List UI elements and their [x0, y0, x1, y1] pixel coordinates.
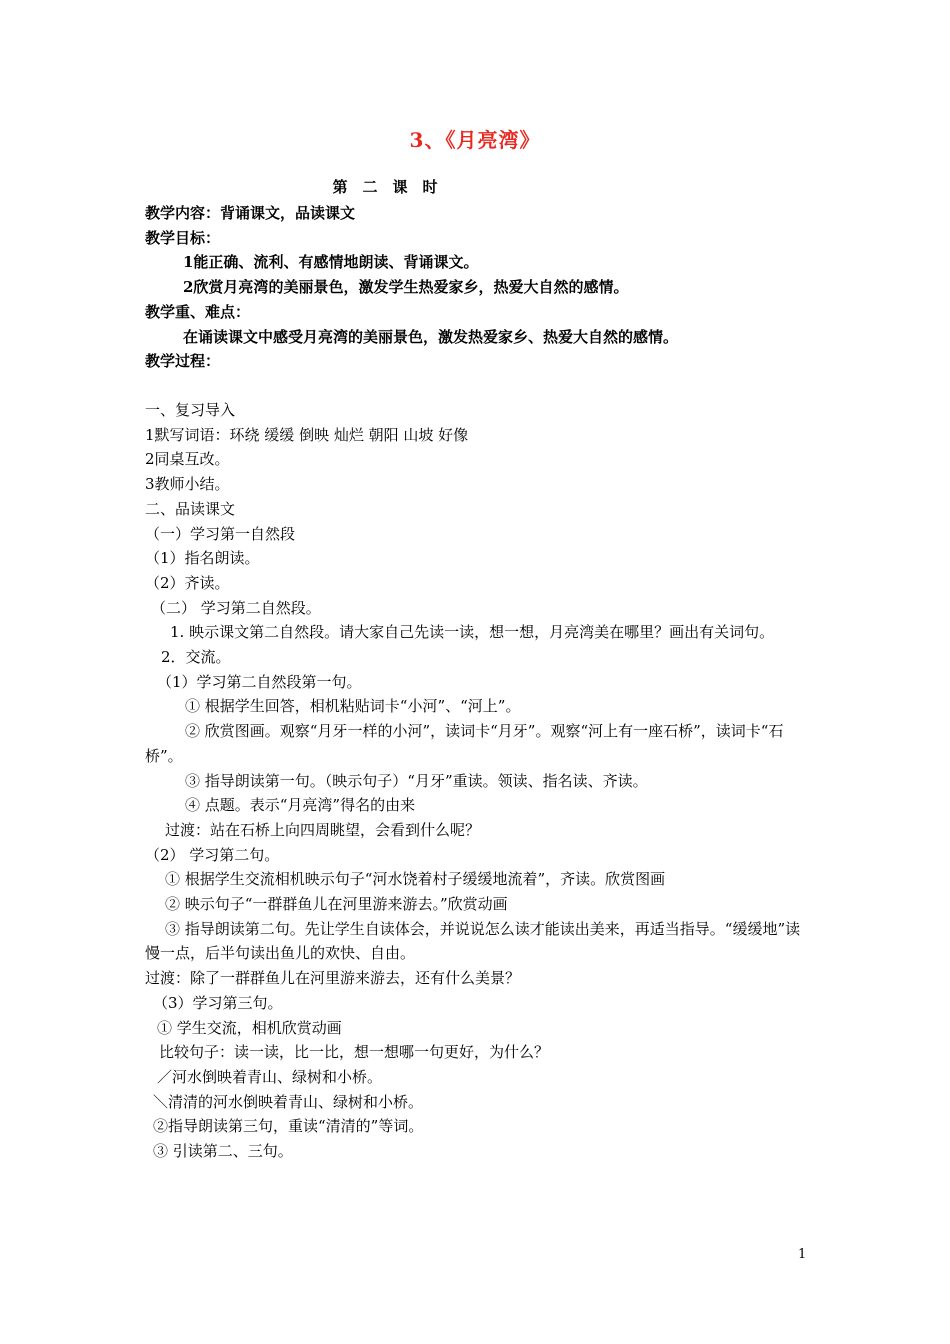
- goal-item-2: 2欣赏月亮湾的美丽景色，激发学生热爱家乡，热爱大自然的感情。: [183, 278, 629, 297]
- sentence-2-heading: （2） 学习第二句。: [145, 845, 280, 864]
- part-1-heading: （一）学习第一自然段: [145, 524, 296, 543]
- teaching-content: 教学内容：背诵课文，品读课文: [145, 204, 356, 222]
- sentence-1-step-4: ④ 点题。表示“月亮湾”得名的由来: [185, 796, 416, 815]
- compare-sentence-a: ／河水倒映着青山、绿树和小桥。: [157, 1067, 383, 1086]
- review-step-2: 2同桌互改。: [145, 450, 230, 469]
- sentence-1-step-2: ② 欣赏图画。观察“月牙一样的小河”，读词卡“月牙”。观察“河上有一座石桥”，读词卡“石桥”。: [145, 722, 784, 765]
- sentence-3-step-1: ① 学生交流，相机欣赏动画: [157, 1018, 342, 1037]
- sentence-1-heading: （1）学习第二自然段第一句。: [157, 672, 362, 691]
- sentence-1-step-3: ③ 指导朗读第一句。（映示句子）“月牙”重读。领读、指名读、齐读。: [185, 771, 648, 790]
- review-step-1: 1默写词语：环绕 缓缓 倒映 灿烂 朝阳 山坡 好像: [145, 425, 469, 444]
- part-2-step-1: 1. 映示课文第二自然段。请大家自己先读一读，想一想，月亮湾美在哪里？画出有关词句。: [170, 623, 775, 642]
- page-number: 1: [798, 1247, 807, 1262]
- sentence-3-step-3: ③ 引读第二、三句。: [153, 1142, 293, 1161]
- teaching-goals-heading: 教学目标：: [145, 228, 221, 247]
- key-points-heading: 教学重、难点：: [145, 302, 251, 321]
- document-title: 3、《月亮湾》: [409, 128, 541, 152]
- part-2-step-2: 2．交流。: [161, 648, 231, 667]
- goal-item-1: 1能正确、流利、有感情地朗读、背诵课文。: [183, 253, 479, 272]
- part-1-step-2: （2）齐读。: [145, 573, 230, 592]
- key-points-text: 在诵读课文中感受月亮湾的美丽景色，激发热爱家乡、热爱大自然的感情。: [183, 327, 679, 346]
- compare-sentence-b: ＼清清的河水倒映着青山、绿树和小桥。: [153, 1092, 424, 1111]
- teaching-process-heading: 教学过程：: [145, 352, 221, 371]
- compare-sentences: 比较句子：读一读，比一比，想一想哪一句更好，为什么？: [159, 1043, 550, 1062]
- sentence-2-step-2: ② 映示句子“一群群鱼儿在河里游来游去。”欣赏动画: [165, 895, 508, 914]
- transition-1: 过渡：站在石桥上向四周眺望，会看到什么呢？: [165, 820, 481, 839]
- review-step-3: 3教师小结。: [145, 475, 230, 494]
- sentence-3-heading: （3）学习第三句。: [153, 993, 283, 1012]
- sentence-2-step-1: ① 根据学生交流相机映示句子“河水饶着村子缓缓地流着”，齐读。欣赏图画: [165, 870, 666, 889]
- sentence-1-step-1: ① 根据学生回答，相机粘贴词卡“小河”、“河上”。: [185, 697, 521, 716]
- transition-2: 过渡：除了一群群鱼儿在河里游来游去，还有什么美景？: [145, 969, 521, 988]
- section-review-heading: 一、复习导入: [145, 401, 236, 419]
- section-reading-heading: 二、品读课文: [145, 499, 236, 518]
- lesson-body: [145, 398, 805, 1164]
- sentence-3-step-2: ②指导朗读第三句，重读“清清的”等词。: [153, 1117, 424, 1136]
- part-1-step-1: （1）指名朗读。: [145, 549, 260, 568]
- lesson-header: [145, 201, 805, 374]
- part-2-heading: （二） 学习第二自然段。: [151, 598, 321, 617]
- lesson-period: 第 二 课 时: [332, 178, 438, 196]
- sentence-2-step-3: ③ 指导朗读第二句。先让学生自读体会，并说说怎么读才能读出美来，再适当指导。“缓缓地”读慢一点，后半句读出鱼儿的欢快、自由。: [145, 919, 801, 963]
